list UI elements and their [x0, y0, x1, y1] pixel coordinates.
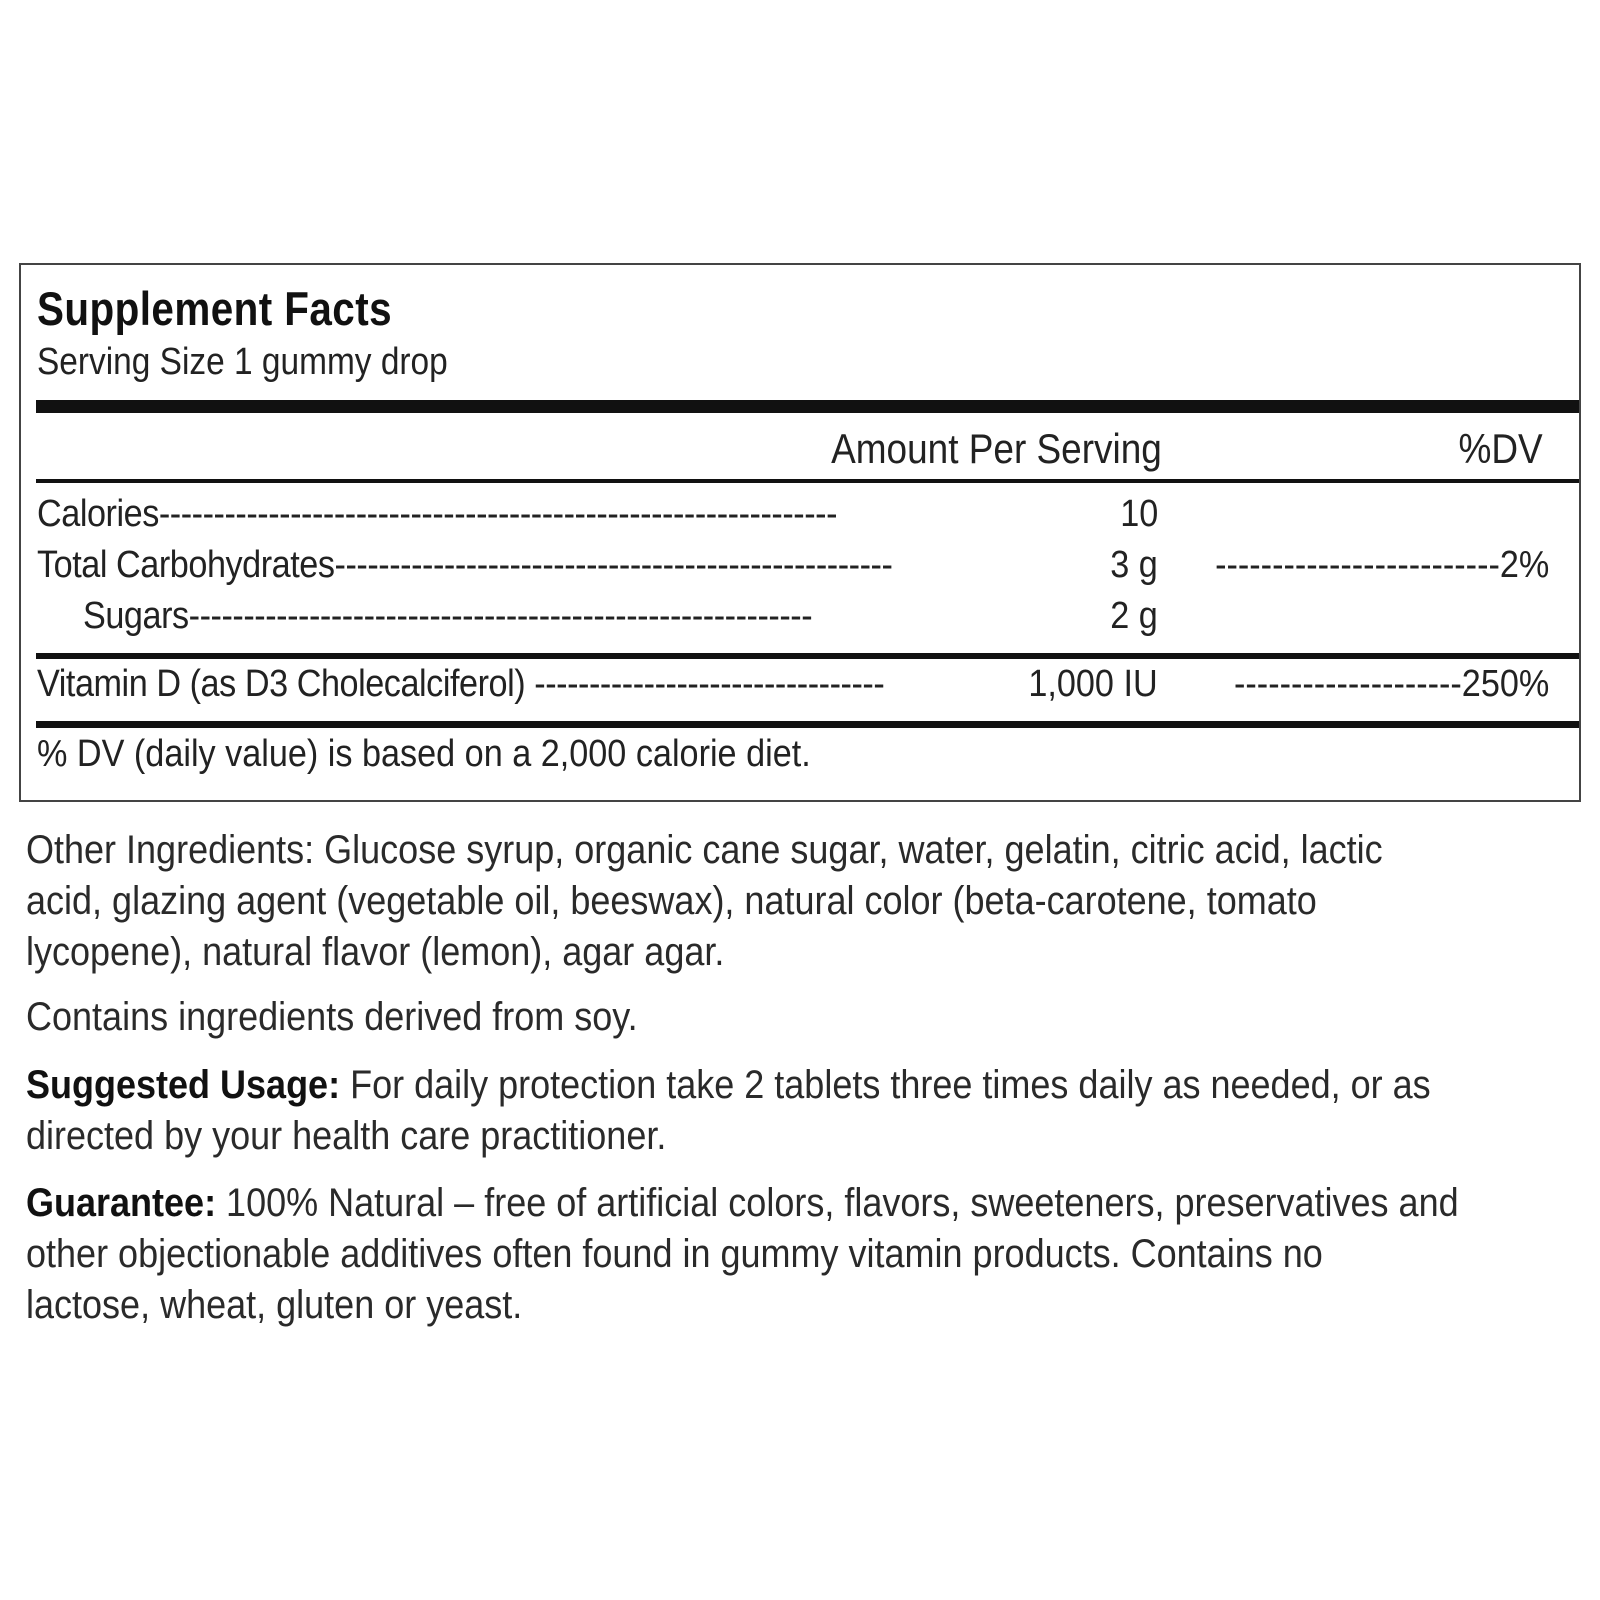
guarantee-label: Guarantee: [26, 1181, 217, 1225]
guarantee-line: lactose, wheat, gluten or yeast. [26, 1283, 523, 1327]
nutrient-dv: --------------------250% [1233, 663, 1549, 705]
guarantee-line [26, 1178, 1556, 1229]
nutrient-name: Sugars--------------------------------------------------------- [83, 595, 813, 637]
nutrient-name: Total Carbohydrates--------------------------------------------------- [37, 544, 893, 586]
nutrient-name: Vitamin D (as D3 Cholecalciferol) -------------------------------- [37, 663, 885, 705]
guarantee-line: other objectionable additives often found in gummy vitamin products. Contains no [26, 1232, 1323, 1276]
other-ingredients [26, 825, 1556, 978]
other-ingredients-line: Other Ingredients: Glucose syrup, organic cane sugar, water, gelatin, citric acid, lactic [26, 828, 1383, 872]
nutrient-amount: 10 [1119, 493, 1158, 535]
nutrient-row-vitamin-d [37, 663, 884, 706]
suggested-usage-label: Suggested Usage: [26, 1063, 341, 1107]
nutrient-amount: 3 g [1110, 544, 1158, 586]
guarantee-text: 100% Natural – free of artificial colors, flavors, sweeteners, preservatives and [216, 1181, 1459, 1225]
nutrient-amount: 1,000 IU [1028, 663, 1158, 705]
nutrient-dv: -------------------------2% [1214, 544, 1549, 586]
footnote-divider [36, 721, 1579, 728]
nutrient-row-total-carbohydrates [37, 544, 892, 587]
nutrient-amount: 2 g [1110, 595, 1158, 637]
dv-header: %DV [1458, 425, 1543, 472]
guarantee [26, 1178, 1556, 1331]
other-ingredients-line: acid, glazing agent (vegetable oil, beeswax), natural color (beta-carotene, tomato [26, 879, 1317, 923]
suggested-usage-line: directed by your health care practitioner. [26, 1114, 667, 1158]
thick-divider [36, 400, 1579, 413]
header-divider [36, 479, 1579, 483]
section-divider [36, 653, 1579, 659]
facts-title: Supplement Facts [37, 282, 393, 335]
dv-footnote: % DV (daily value) is based on a 2,000 calorie diet. [37, 733, 811, 775]
suggested-usage-text: For daily protection take 2 tablets three times daily as needed, or as [340, 1063, 1431, 1107]
amount-per-serving-header: Amount Per Serving [831, 425, 1162, 472]
supplement-facts-panel [19, 263, 1581, 802]
serving-size: Serving Size 1 gummy drop [37, 341, 448, 383]
suggested-usage-line [26, 1060, 1556, 1111]
other-ingredients-line: lycopene), natural flavor (lemon), agar agar. [26, 930, 725, 974]
allergen-statement [26, 992, 1556, 1043]
allergen-text: Contains ingredients derived from soy. [26, 995, 638, 1039]
nutrient-row-sugars [83, 595, 812, 638]
suggested-usage [26, 1060, 1556, 1162]
nutrient-name: Calories-------------------------------------------------------------- [37, 493, 838, 535]
nutrient-row-calories [37, 493, 837, 536]
